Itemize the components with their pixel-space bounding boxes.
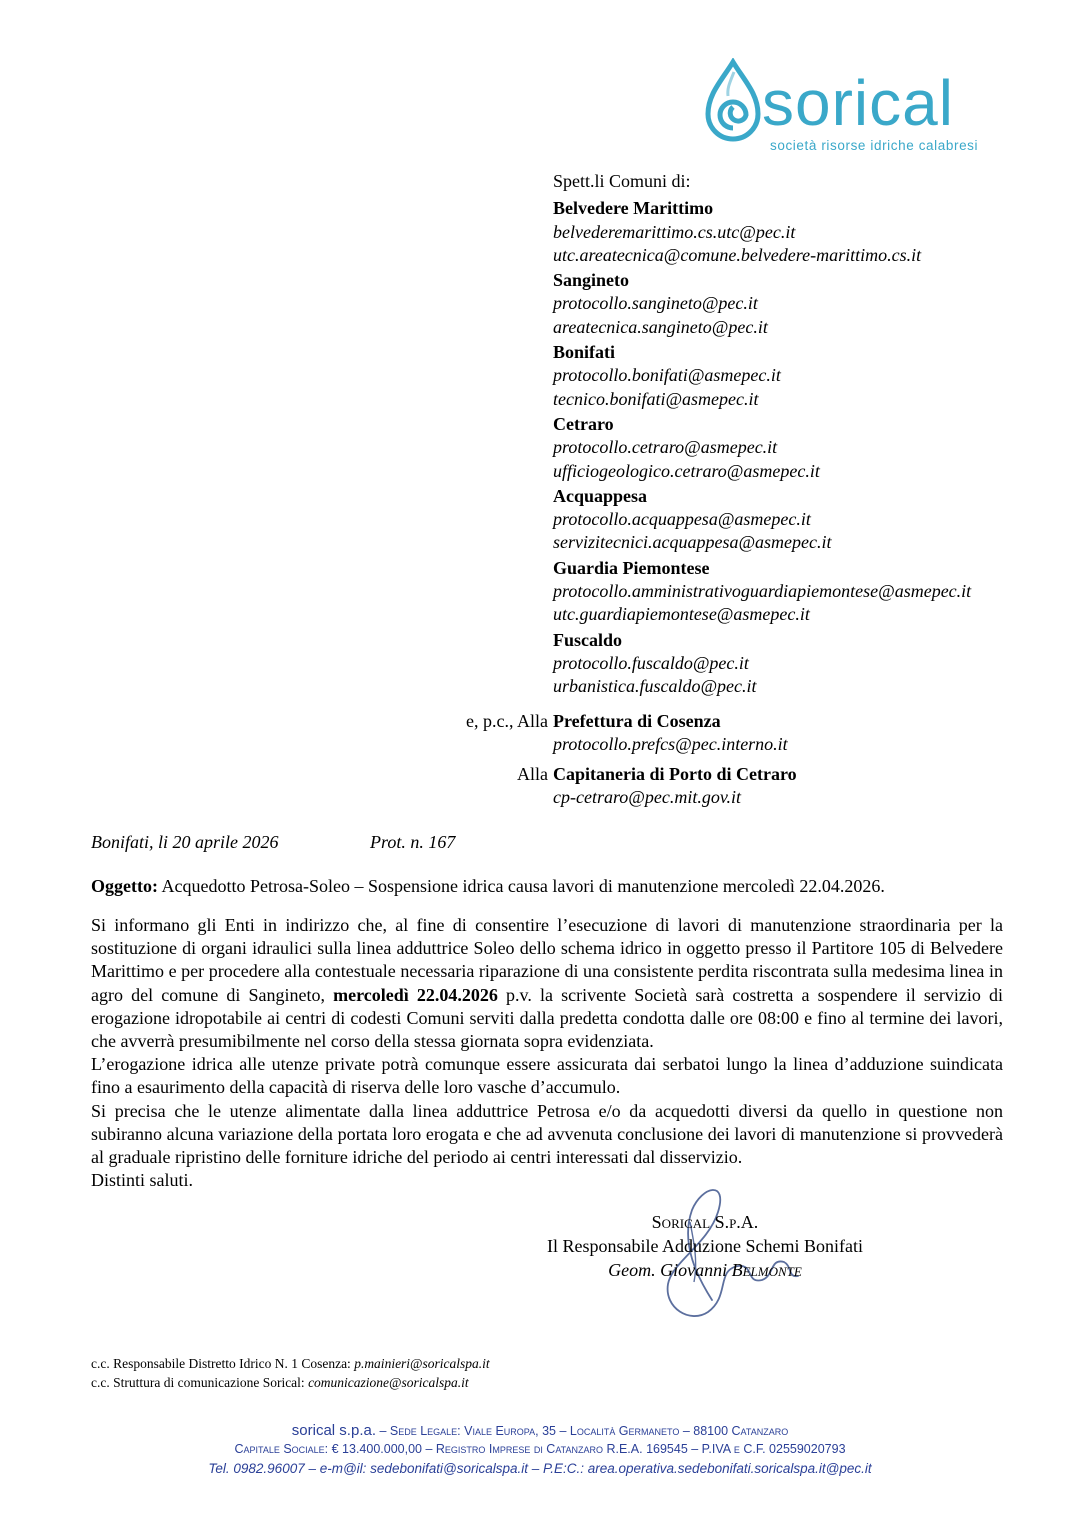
pec-address: protocollo.amministrativoguardiapiemontese@asmepec.it: [553, 581, 972, 602]
recipient-town: [553, 197, 1073, 267]
copy-to-name: Prefettura di Cosenza: [553, 711, 721, 731]
subject-line: [91, 876, 885, 897]
pec-address: utc.guardiapiemontese@asmepec.it: [553, 604, 810, 625]
footer-line-registry: Capitale Sociale: € 13.400.000,00 – Registro Imprese di Catanzaro R.E.A. 169545 – P.IVA e C.F. 02559020793: [234, 1442, 846, 1456]
town-name: Acquappesa: [553, 485, 648, 506]
copy-to-body: [553, 710, 788, 757]
cc-note: [91, 1354, 490, 1373]
footer-brand: sorical s.p.a.: [291, 1422, 376, 1439]
footer-line-contacts: Tel. 0982.96007 – e-m@il: sedebonifati@soricalspa.it – P.E:C.: area.operativa.sedebonifati.soricalspa.it@pec.it: [208, 1461, 872, 1476]
town-name: Guardia Piemontese: [553, 557, 710, 578]
body-closing: Distinti saluti.: [91, 1170, 194, 1191]
letter-body: [91, 914, 1003, 1192]
pec-address: protocollo.bonifati@asmepec.it: [553, 365, 781, 386]
pec-address: protocollo.prefcs@pec.interno.it: [553, 734, 788, 755]
logo-wordmark: sorical: [762, 67, 954, 139]
pec-address: belvederemarittimo.cs.utc@pec.it: [553, 221, 796, 242]
water-drop-spiral-icon: [700, 58, 766, 144]
recipient-town: [553, 557, 1073, 627]
pec-address: urbanistica.fuscaldo@pec.it: [553, 676, 757, 697]
pec-address: cp-cetraro@pec.mit.gov.it: [553, 787, 741, 808]
copy-to-label: Alla: [517, 764, 548, 784]
footer-line-address: [0, 1422, 1080, 1439]
copy-to-name: Capitaneria di Porto di Cetraro: [553, 764, 797, 784]
copy-to-label: e, p.c., Alla: [466, 711, 548, 731]
subject-text: Acquedotto Petrosa-Soleo – Sospensione idrica causa lavori di manutenzione mercoledì 22.04.2026.: [157, 876, 885, 896]
logo-tagline: società risorse idriche calabresi: [770, 138, 979, 153]
pec-address: tecnico.bonifati@asmepec.it: [553, 388, 759, 409]
signatory-title: Geom. Giovanni: [608, 1260, 732, 1280]
body-text-segment: Si informano gli Enti in indirizzo che, al fine di consentire l’esecuzione di lavori di manutenzione straordinaria per la sostituzione di organi idraulici sulla linea adduttrice Soleo dello schema idrico in oggetto presso il Partitore 105 di Belvedere Marittimo e per procedere alla contestuale necessaria riparazione di una consistente perdita riscontrata sulla medesima linea in agro del comune di Sangineto,: [91, 915, 1003, 1005]
pec-address: protocollo.sangineto@pec.it: [553, 293, 758, 314]
pec-address: areatecnica.sangineto@pec.it: [553, 316, 768, 337]
recipient-town: [553, 485, 1073, 555]
signatory-role: Il Responsabile Adduzione Schemi Bonifati: [547, 1236, 863, 1256]
signatory-name: [470, 1258, 940, 1282]
copy-to-body: [553, 763, 797, 810]
body-paragraph: Si precisa che le utenze alimentate dalla linea adduttrice Petrosa e/o da acquedotti diversi da quello in questione non subiranno alcuna variazione della portata loro erogata e che ad avvenuta conclusione dei lavori di manutenzione si provvederà al graduale ripristino delle forniture idriche del periodo ai centri interessati dal disservizio.: [91, 1100, 1003, 1168]
recipient-town: [553, 341, 1073, 411]
cc-note-label: c.c. Responsabile Distretto Idrico N. 1 Cosenza:: [91, 1356, 355, 1371]
pec-address: utc.areatecnica@comune.belvedere-marittimo.cs.it: [553, 244, 922, 265]
town-name: Bonifati: [553, 342, 616, 363]
signatory-company: Sorical S.p.A.: [651, 1212, 759, 1232]
recipient-town: [553, 413, 1073, 483]
signature-block: [470, 1210, 940, 1282]
cc-note: [91, 1373, 490, 1392]
signatory-surname: Belmonte: [731, 1260, 802, 1280]
town-name: Fuscaldo: [553, 629, 623, 650]
pec-address: ufficiogeologico.cetraro@asmepec.it: [553, 460, 820, 481]
cc-note-email: p.mainieri@soricalspa.it: [354, 1356, 490, 1371]
recipient-intro: Spett.li Comuni di:: [553, 171, 691, 191]
subject-label: Oggetto:: [91, 876, 158, 896]
pec-address: protocollo.fuscaldo@pec.it: [553, 652, 749, 673]
footer-address: – Sede Legale: Viale Europa, 35 – Località Germaneto – 88100 Catanzaro: [376, 1424, 789, 1438]
body-paragraph: L’erogazione idrica alle utenze private potrà comunque essere assicurata dai serbatoi lungo la linea d’adduzione suindicata fino a esaurimento della capacità di riserva delle loro vasche d’accumulo.: [91, 1054, 1003, 1098]
town-name: Cetraro: [553, 413, 614, 434]
town-name: Belvedere Marittimo: [553, 198, 714, 219]
place-date: Bonifati, li 20 aprile 2026: [91, 832, 279, 852]
recipient-town: [553, 629, 1073, 699]
body-text-segment: p.v. la scrivente Società sarà costretta a sospendere il servizio di erogazione idropotabile ai centri di codesti Comuni serviti dalla predetta condotta dalle ore 08:00 e fino al termine dei lavori, che avverrà presumibilmente nel corso della stessa giornata sopra evidenziata.: [91, 984, 1003, 1052]
pec-address: protocollo.acquappesa@asmepec.it: [553, 509, 811, 530]
recipient-town: [553, 269, 1073, 339]
recipient-block: [553, 170, 1073, 701]
sorical-logo: [700, 58, 1000, 158]
cc-note-label: c.c. Struttura di comunicazione Sorical:: [91, 1375, 309, 1390]
body-paragraph: [91, 914, 1003, 1053]
cc-notes: [91, 1354, 490, 1392]
cc-note-email: comunicazione@soricalspa.it: [308, 1375, 469, 1390]
pec-address: protocollo.cetraro@asmepec.it: [553, 437, 778, 458]
pec-address: servizitecnici.acquappesa@asmepec.it: [553, 532, 832, 553]
body-date-highlight: mercoledì 22.04.2026: [333, 984, 498, 1005]
protocol-number: Prot. n. 167: [370, 832, 456, 852]
town-name: Sangineto: [553, 270, 630, 291]
